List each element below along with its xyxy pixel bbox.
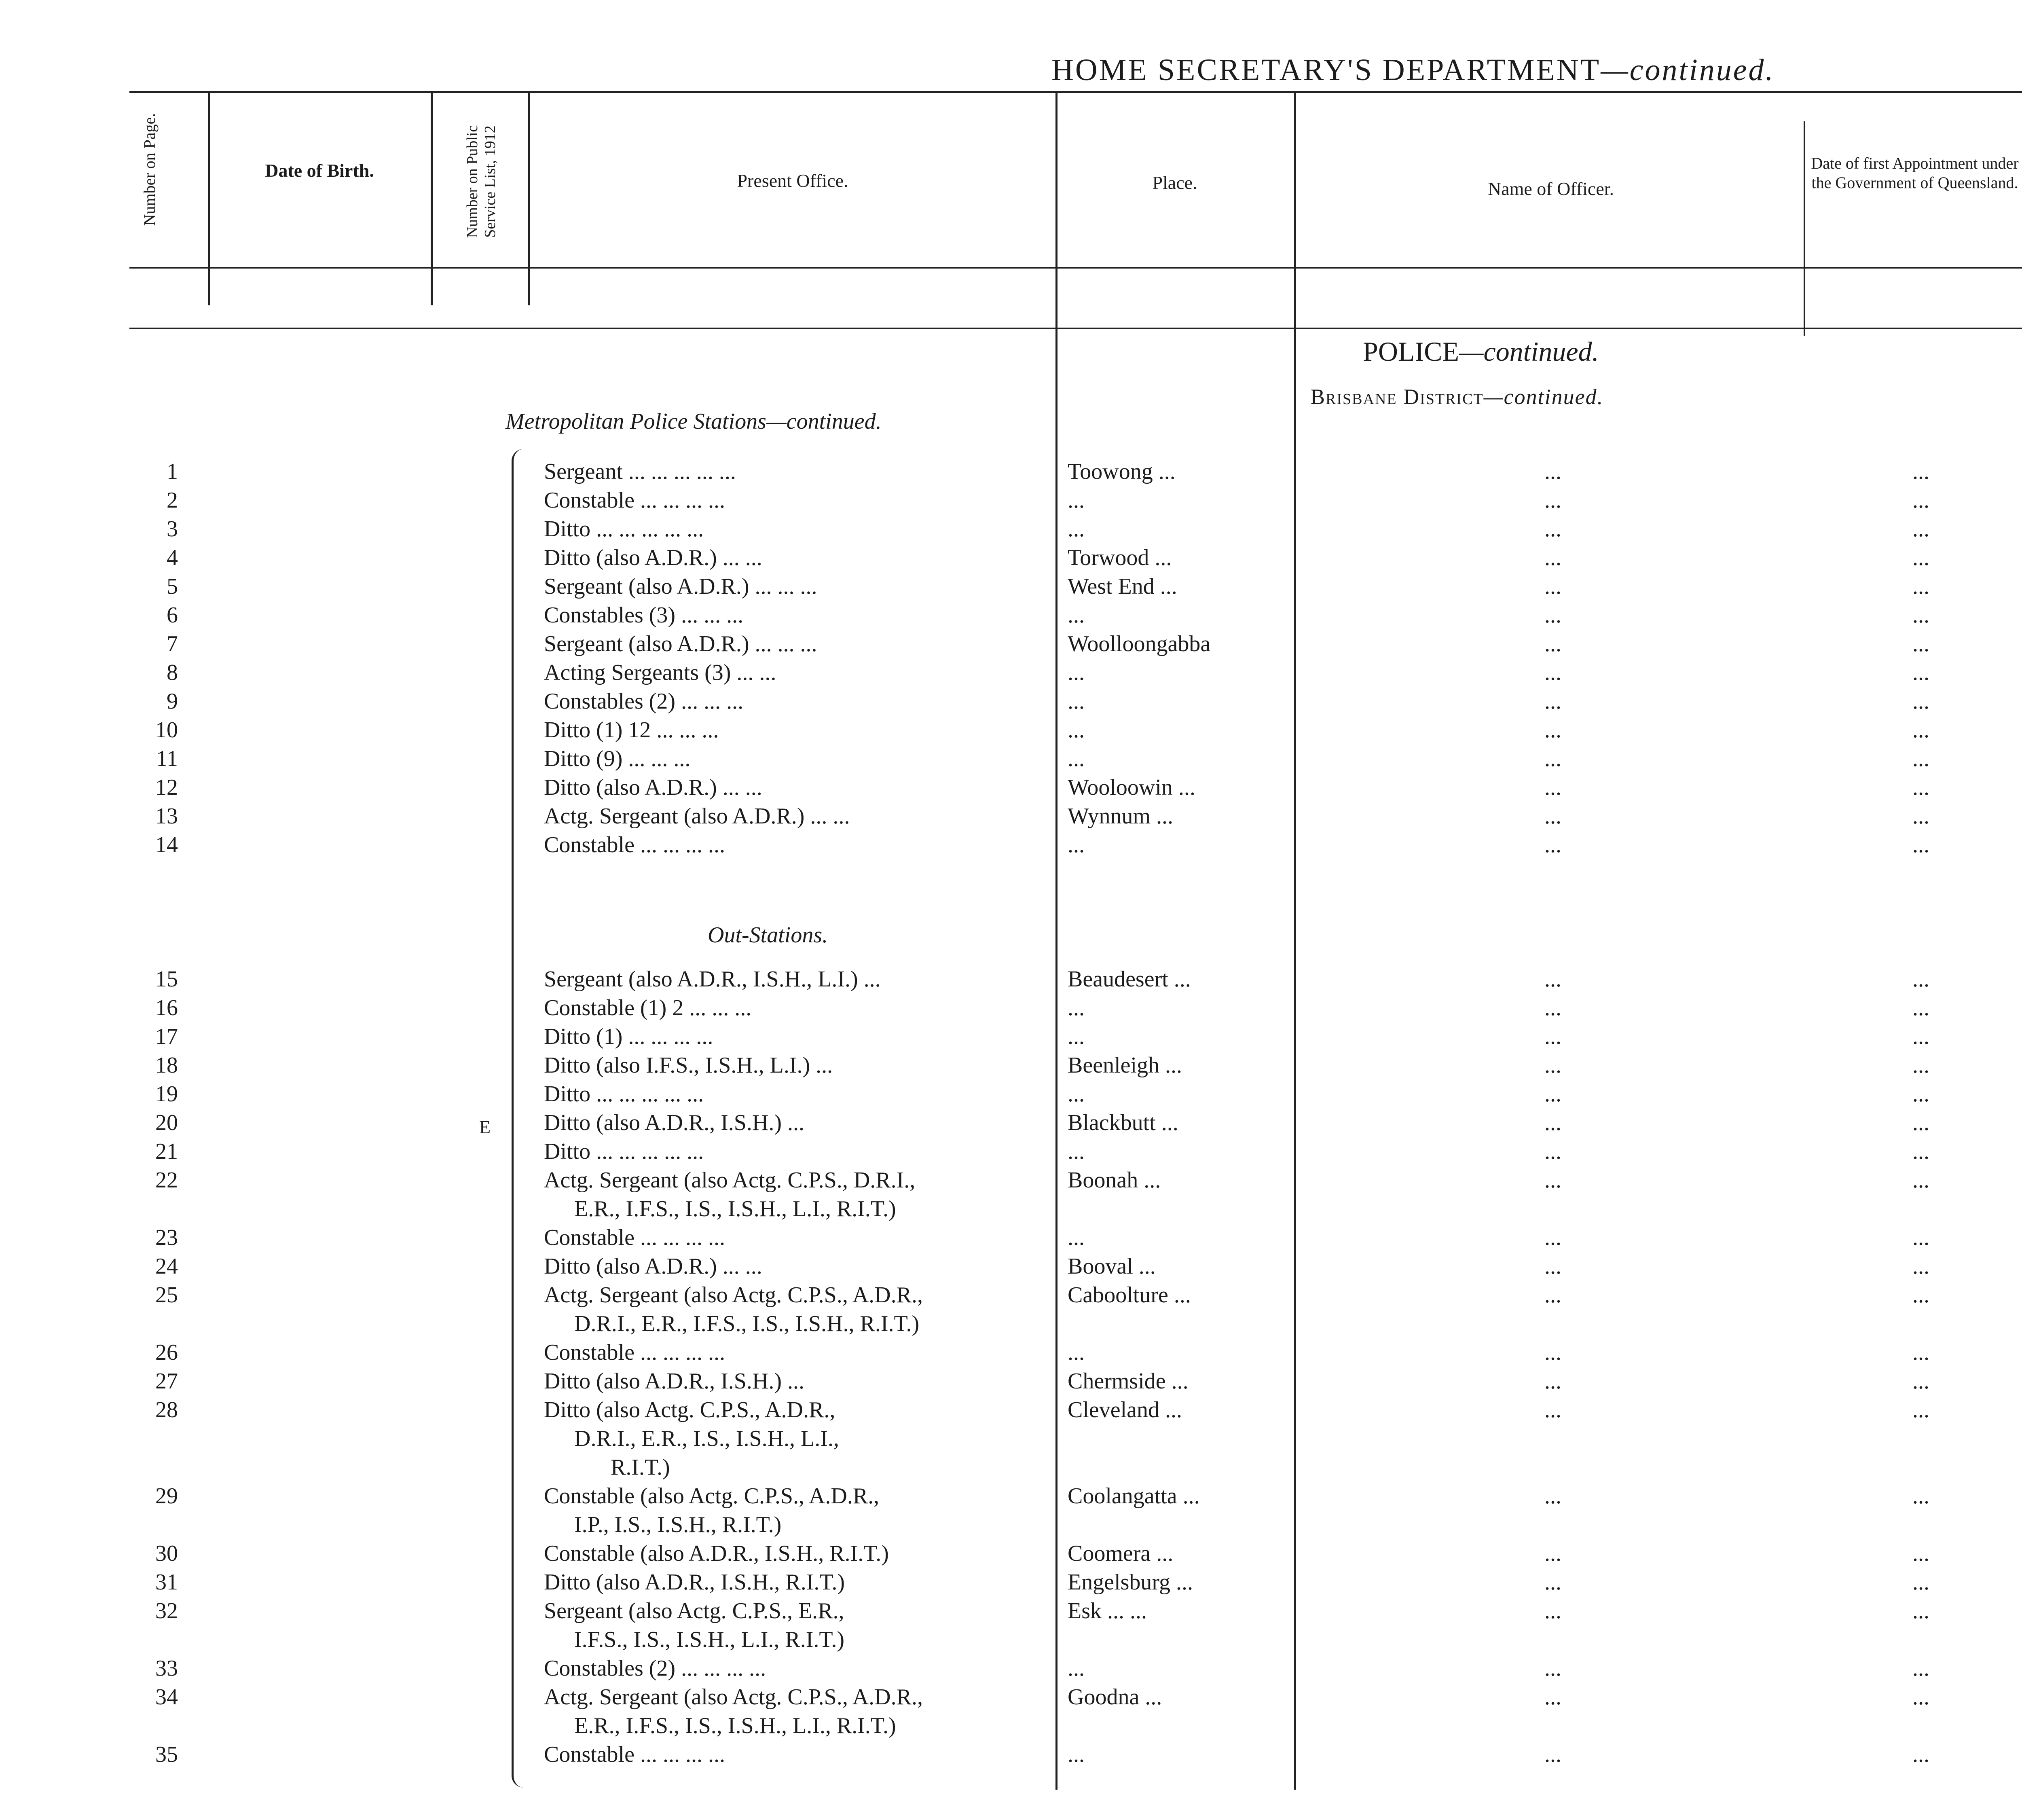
row-place: Caboolture ... <box>1068 1282 1191 1308</box>
section-title-suffix: —continued. <box>1459 336 1599 367</box>
row-name-ellipsis: ... <box>1544 1656 1561 1681</box>
row-place: Wynnum ... <box>1068 804 1174 829</box>
row-place: ... <box>1068 1742 1085 1767</box>
row-number: 4 <box>167 545 178 570</box>
row-name-ellipsis: ... <box>1544 660 1561 685</box>
row-number: 19 <box>155 1081 178 1107</box>
row-number: 28 <box>155 1397 178 1422</box>
row-name-ellipsis: ... <box>1544 775 1561 800</box>
row-name-ellipsis: ... <box>1544 1168 1561 1193</box>
row-place: ... <box>1068 1139 1085 1164</box>
row-number: 23 <box>155 1225 178 1250</box>
row-first-appt-ellipsis: ... <box>1912 1656 1929 1681</box>
row-office: Constable (also A.D.R., I.S.H., R.I.T.) <box>544 1541 889 1566</box>
row-name-ellipsis: ... <box>1544 545 1561 570</box>
row-number: 17 <box>155 1024 178 1049</box>
section-title <box>1363 336 1599 368</box>
row-place: Beenleigh ... <box>1068 1053 1182 1078</box>
row-place: Toowong ... <box>1068 459 1176 484</box>
page-title-main: HOME SECRETARY'S DEPARTMENT <box>1051 53 1601 87</box>
row-office: Ditto (1) ... ... ... ... <box>544 1024 713 1049</box>
page-title-suffix: —continued. <box>1601 53 1775 87</box>
col-divider-4 <box>1055 91 1058 1790</box>
row-number: 1 <box>167 459 178 484</box>
row-number: 30 <box>155 1541 178 1566</box>
row-number: 16 <box>155 995 178 1020</box>
row-number: 18 <box>155 1053 178 1078</box>
row-place: Woolloongabba <box>1068 631 1211 656</box>
row-place: ... <box>1068 717 1085 743</box>
row-first-appt-ellipsis: ... <box>1912 995 1929 1020</box>
row-place: Torwood ... <box>1068 545 1172 570</box>
row-place: ... <box>1068 516 1085 542</box>
row-place: ... <box>1068 488 1085 513</box>
row-number: 32 <box>155 1598 178 1623</box>
row-office: Constable (1) 2 ... ... ... <box>544 995 752 1020</box>
row-number: 3 <box>167 516 178 542</box>
row-number: 2 <box>167 488 178 513</box>
row-place: Engelsburg ... <box>1068 1570 1193 1595</box>
row-office: Actg. Sergeant (also Actg. C.P.S., D.R.I., <box>544 1168 916 1193</box>
row-place: ... <box>1068 832 1085 857</box>
row-first-appt-ellipsis: ... <box>1912 660 1929 685</box>
row-first-appt-ellipsis: ... <box>1912 1598 1929 1623</box>
row-name-ellipsis: ... <box>1544 1081 1561 1107</box>
row-number: 5 <box>167 574 178 599</box>
row-number: 26 <box>155 1340 178 1365</box>
row-office: Actg. Sergeant (also Actg. C.P.S., A.D.R., <box>544 1685 923 1710</box>
row-first-appt-ellipsis: ... <box>1912 1484 1929 1509</box>
row-place: ... <box>1068 603 1085 628</box>
row-number: 7 <box>167 631 178 656</box>
row-name-ellipsis: ... <box>1544 689 1561 714</box>
district-title <box>1310 384 1603 409</box>
row-first-appt-ellipsis: ... <box>1912 603 1929 628</box>
row-name-ellipsis: ... <box>1544 516 1561 542</box>
row-office: Constable ... ... ... ... <box>544 1340 725 1365</box>
row-number: 9 <box>167 689 178 714</box>
row-place: ... <box>1068 1656 1085 1681</box>
row-office: Constables (3) ... ... ... <box>544 603 744 628</box>
row-name-ellipsis: ... <box>1544 1397 1561 1422</box>
row-first-appt-ellipsis: ... <box>1912 1282 1929 1308</box>
header-bottom-rule <box>129 267 2022 269</box>
row-number: 27 <box>155 1369 178 1394</box>
row-name-ellipsis: ... <box>1544 1053 1561 1078</box>
row-name-ellipsis: ... <box>1544 1254 1561 1279</box>
row-office: Ditto ... ... ... ... ... <box>544 516 704 542</box>
row-place: ... <box>1068 689 1085 714</box>
row-office: Constable ... ... ... ... <box>544 1742 725 1767</box>
row-name-ellipsis: ... <box>1544 488 1561 513</box>
row-name-ellipsis: ... <box>1544 967 1561 992</box>
header-top-rule <box>129 91 2022 93</box>
row-place: Esk ... ... <box>1068 1598 1147 1623</box>
row-place: ... <box>1068 995 1085 1020</box>
row-first-appt-ellipsis: ... <box>1912 1541 1929 1566</box>
row-number: 29 <box>155 1484 178 1509</box>
col-divider-3 <box>528 91 530 305</box>
group-title-metropolitan: Metropolitan Police Stations—continued. <box>506 409 882 434</box>
office-brace <box>512 449 530 1788</box>
row-name-ellipsis: ... <box>1544 1570 1561 1595</box>
row-place: Boonah ... <box>1068 1168 1161 1193</box>
row-office: Constables (2) ... ... ... ... <box>544 1656 766 1681</box>
row-place: ... <box>1068 660 1085 685</box>
row-office-cont: I.F.S., I.S., I.S.H., L.I., R.I.T.) <box>574 1627 845 1652</box>
row-first-appt-ellipsis: ... <box>1912 488 1929 513</box>
row-office-cont: I.P., I.S., I.S.H., R.I.T.) <box>574 1512 782 1537</box>
row-number: 10 <box>155 717 178 743</box>
row-first-appt-ellipsis: ... <box>1912 1570 1929 1595</box>
row-name-ellipsis: ... <box>1544 1685 1561 1710</box>
row-name-ellipsis: ... <box>1544 717 1561 743</box>
row-number: 22 <box>155 1168 178 1193</box>
header-name-of-officer: Name of Officer. <box>1487 178 1614 199</box>
row-first-appt-ellipsis: ... <box>1912 1254 1929 1279</box>
row-first-appt-ellipsis: ... <box>1912 1081 1929 1107</box>
row-name-ellipsis: ... <box>1544 631 1561 656</box>
row-office: Ditto (also A.D.R., I.S.H., R.I.T.) <box>544 1570 845 1595</box>
row-number: 15 <box>155 967 178 992</box>
row-office: Ditto (also A.D.R.) ... ... <box>544 545 762 570</box>
row-name-ellipsis: ... <box>1544 1598 1561 1623</box>
row-first-appt-ellipsis: ... <box>1912 1053 1929 1078</box>
row-office-cont: E.R., I.F.S., I.S., I.S.H., L.I., R.I.T.) <box>574 1713 896 1738</box>
row-name-ellipsis: ... <box>1544 574 1561 599</box>
row-place: Cleveland ... <box>1068 1397 1182 1422</box>
group-title-out-stations: Out-Stations. <box>708 923 828 948</box>
row-first-appt-ellipsis: ... <box>1912 689 1929 714</box>
row-office-cont: D.R.I., E.R., I.F.S., I.S., I.S.H., R.I.T.) <box>574 1311 920 1336</box>
row-name-ellipsis: ... <box>1544 746 1561 771</box>
row-first-appt-ellipsis: ... <box>1912 1742 1929 1767</box>
row-office: Ditto (also A.D.R., I.S.H.) ... <box>544 1110 804 1135</box>
row-place: Chermside ... <box>1068 1369 1189 1394</box>
row-office-cont: E.R., I.F.S., I.S., I.S.H., L.I., R.I.T.) <box>574 1196 896 1221</box>
row-first-appt-ellipsis: ... <box>1912 717 1929 743</box>
row-first-appt-ellipsis: ... <box>1912 832 1929 857</box>
district-title-suffix: —continued. <box>1483 385 1604 409</box>
row-place: ... <box>1068 1024 1085 1049</box>
row-number: 11 <box>156 746 178 771</box>
row-office: Ditto (also A.D.R.) ... ... <box>544 775 762 800</box>
row-office: Constables (2) ... ... ... <box>544 689 744 714</box>
row-first-appt-ellipsis: ... <box>1912 545 1929 570</box>
row-office: Constable ... ... ... ... <box>544 1225 725 1250</box>
row-name-ellipsis: ... <box>1544 1110 1561 1135</box>
row-place: West End ... <box>1068 574 1177 599</box>
row-number: 14 <box>155 832 178 857</box>
row-first-appt-ellipsis: ... <box>1912 1369 1929 1394</box>
row-first-appt-ellipsis: ... <box>1912 1139 1929 1164</box>
row-name-ellipsis: ... <box>1544 1225 1561 1250</box>
row-number: 31 <box>155 1570 178 1595</box>
row-office: Ditto ... ... ... ... ... <box>544 1139 704 1164</box>
row-first-appt-ellipsis: ... <box>1912 516 1929 542</box>
row-number: 8 <box>167 660 178 685</box>
col-divider-1 <box>208 91 210 305</box>
row-place: Wooloowin ... <box>1068 775 1195 800</box>
row-first-appt-ellipsis: ... <box>1912 775 1929 800</box>
row-place: Booval ... <box>1068 1254 1156 1279</box>
row-place: Coomera ... <box>1068 1541 1174 1566</box>
row-office-cont: D.R.I., E.R., I.S., I.S.H., L.I., <box>574 1426 839 1451</box>
row-number: 33 <box>155 1656 178 1681</box>
row-name-ellipsis: ... <box>1544 1541 1561 1566</box>
row-office: Ditto (also A.D.R., I.S.H.) ... <box>544 1369 804 1394</box>
row-office: Ditto (also I.F.S., I.S.H., L.I.) ... <box>544 1053 833 1078</box>
row-name-ellipsis: ... <box>1544 603 1561 628</box>
col-divider-6 <box>1804 121 1805 336</box>
row-number: 6 <box>167 603 178 628</box>
row-place: Goodna ... <box>1068 1685 1162 1710</box>
row-first-appt-ellipsis: ... <box>1912 1225 1929 1250</box>
row-name-ellipsis: ... <box>1544 1024 1561 1049</box>
row-first-appt-ellipsis: ... <box>1912 631 1929 656</box>
row-office: Sergeant ... ... ... ... ... <box>544 459 736 484</box>
row-name-ellipsis: ... <box>1544 459 1561 484</box>
page-title <box>1051 53 1775 88</box>
header-place: Place. <box>1152 172 1197 193</box>
row-first-appt-ellipsis: ... <box>1912 1024 1929 1049</box>
row-place: Coolangatta ... <box>1068 1484 1200 1509</box>
row-office: Actg. Sergeant (also A.D.R.) ... ... <box>544 804 850 829</box>
row-office: Ditto (9) ... ... ... <box>544 746 691 771</box>
row-first-appt-ellipsis: ... <box>1912 459 1929 484</box>
row-office-cont: R.I.T.) <box>611 1455 670 1480</box>
row-first-appt-ellipsis: ... <box>1912 804 1929 829</box>
row-office: Ditto (also A.D.R.) ... ... <box>544 1254 762 1279</box>
row-first-appt-ellipsis: ... <box>1912 1168 1929 1193</box>
subheader-bottom-rule <box>129 328 2022 329</box>
section-title-main: POLICE <box>1363 336 1459 367</box>
row-office: Ditto (also Actg. C.P.S., A.D.R., <box>544 1397 835 1422</box>
row-name-ellipsis: ... <box>1544 1742 1561 1767</box>
row-place: ... <box>1068 1225 1085 1250</box>
row-name-ellipsis: ... <box>1544 1340 1561 1365</box>
row-name-ellipsis: ... <box>1544 1369 1561 1394</box>
row-office: Constable ... ... ... ... <box>544 488 725 513</box>
row-first-appt-ellipsis: ... <box>1912 746 1929 771</box>
row-number: 35 <box>155 1742 178 1767</box>
row-place: ... <box>1068 1340 1085 1365</box>
row-office: Sergeant (also A.D.R.) ... ... ... <box>544 574 817 599</box>
row-first-appt-ellipsis: ... <box>1912 1110 1929 1135</box>
row-first-appt-ellipsis: ... <box>1912 1340 1929 1365</box>
row-name-ellipsis: ... <box>1544 995 1561 1020</box>
row-number: 13 <box>155 804 178 829</box>
col-divider-5 <box>1294 91 1296 1790</box>
row-number: 20 <box>155 1110 178 1135</box>
row-office: Sergeant (also A.D.R.) ... ... ... <box>544 631 817 656</box>
row-name-ellipsis: ... <box>1544 1139 1561 1164</box>
row-first-appt-ellipsis: ... <box>1912 1685 1929 1710</box>
header-number-on-page: Number on Page. <box>140 113 159 226</box>
row-first-appt-ellipsis: ... <box>1912 574 1929 599</box>
row-place: ... <box>1068 746 1085 771</box>
row-office: Constable (also Actg. C.P.S., A.D.R., <box>544 1484 880 1509</box>
row-office: Sergeant (also Actg. C.P.S., E.R., <box>544 1598 844 1623</box>
row-office: Actg. Sergeant (also Actg. C.P.S., A.D.R., <box>544 1282 923 1308</box>
row-number: 21 <box>155 1139 178 1164</box>
row-first-appt-ellipsis: ... <box>1912 967 1929 992</box>
row-number: 25 <box>155 1282 178 1308</box>
col-divider-2 <box>431 91 433 305</box>
row-number: 12 <box>155 775 178 800</box>
bracket-letter: E <box>479 1117 491 1137</box>
header-date-of-birth: Date of Birth. <box>265 160 374 181</box>
row-number: 34 <box>155 1685 178 1710</box>
row-office: Ditto (1) 12 ... ... ... <box>544 717 719 743</box>
header-date-first-appointment: Date of first Appointment under the Government of Queensland. <box>1811 154 2019 192</box>
row-name-ellipsis: ... <box>1544 1484 1561 1509</box>
row-name-ellipsis: ... <box>1544 832 1561 857</box>
header-number-on-list: Number on Public Service List, 1912 <box>464 125 499 238</box>
row-first-appt-ellipsis: ... <box>1912 1397 1929 1422</box>
district-title-main: Brisbane District <box>1310 385 1484 409</box>
row-office: Constable ... ... ... ... <box>544 832 725 857</box>
row-place: ... <box>1068 1081 1085 1107</box>
row-office: Acting Sergeants (3) ... ... <box>544 660 776 685</box>
row-number: 24 <box>155 1254 178 1279</box>
header-present-office: Present Office. <box>737 170 848 191</box>
row-place: Beaudesert ... <box>1068 967 1191 992</box>
row-office: Sergeant (also A.D.R., I.S.H., L.I.) ... <box>544 967 881 992</box>
row-office: Ditto ... ... ... ... ... <box>544 1081 704 1107</box>
row-name-ellipsis: ... <box>1544 804 1561 829</box>
row-place: Blackbutt ... <box>1068 1110 1178 1135</box>
row-name-ellipsis: ... <box>1544 1282 1561 1308</box>
